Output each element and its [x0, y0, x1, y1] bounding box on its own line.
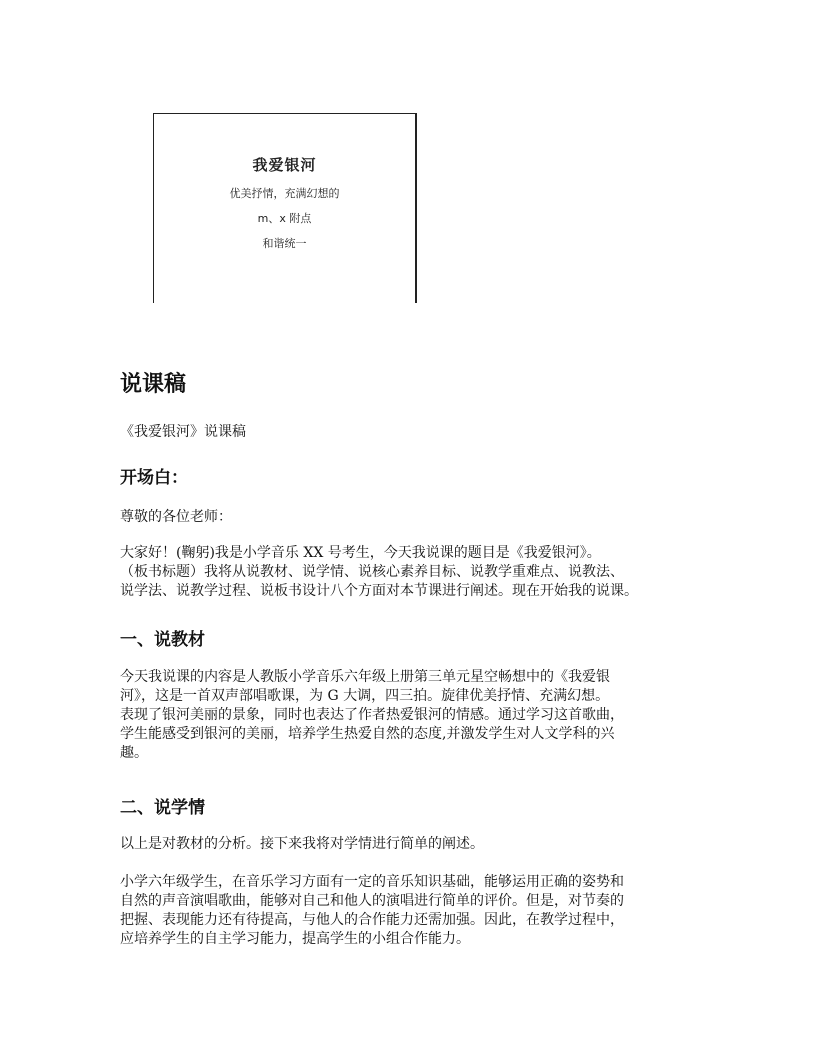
section1-paragraph: [120, 668, 710, 763]
section2-line: 小学六年级学生，在音乐学习方面有一定的音乐知识基础，能够运用正确的姿势和: [120, 874, 624, 890]
board-title: 我爱银河: [252, 156, 317, 174]
blackboard-image: [153, 113, 417, 303]
section1-line: 学生能感受到银河的美丽，培养学生热爱自然的态度,并激发学生对人文学科的兴: [120, 726, 615, 742]
greeting-paragraph: 尊敬的各位老师：: [120, 509, 232, 525]
intro-line: 大家好！(鞠躬)我是小学音乐 XX 号考生，今天我说课的题目是《我爱银河》。: [120, 545, 601, 561]
intro-paragraph: [120, 544, 710, 601]
section2-line: 应培养学生的自主学习能力，提高学生的小组合作能力。: [120, 931, 470, 947]
intro-line: （板书标题）我将从说教材、说学情、说核心素养目标、说教学重难点、说教法、: [120, 564, 624, 580]
section1-line: 今天我说课的内容是人教版小学音乐六年级上册第三单元星空畅想中的《我爱银: [120, 669, 610, 685]
section2-intro: 以上是对教材的分析。接下来我将对学情进行简单的阐述。: [120, 836, 484, 852]
board-line-3: 和谐统一: [262, 237, 307, 250]
section2-paragraph: [120, 873, 710, 949]
section2-line: 把握、表现能力还有待提高，与他人的合作能力还需加强。因此，在教学过程中，: [120, 912, 624, 928]
section1-line: 表现了银河美丽的景象，同时也表达了作者热爱银河的情感。通过学习这首歌曲，: [120, 707, 624, 723]
section1-heading: 一、说教材: [120, 630, 205, 650]
intro-line: 说学法、说教学过程、说板书设计八个方面对本节课进行阐述。现在开始我的说课。: [120, 583, 638, 599]
opening-heading: 开场白：: [120, 468, 188, 488]
board-line-1: 优美抒情，充满幻想的: [229, 187, 340, 200]
section1-line: 趣。: [120, 745, 148, 761]
section2-heading: 二、说学情: [120, 798, 205, 818]
document-title: 说课稿: [120, 372, 187, 397]
section1-line: 河》，这是一首双声部唱歌课，为 G 大调，四三拍。旋律优美抒情、充满幻想。: [120, 688, 610, 704]
section2-line: 自然的声音演唱歌曲，能够对自己和他人的演唱进行简单的评价。但是，对节奏的: [120, 893, 624, 909]
board-line-2: m、x 附点: [257, 212, 312, 225]
document-subtitle: 《我爱银河》说课稿: [120, 424, 246, 440]
